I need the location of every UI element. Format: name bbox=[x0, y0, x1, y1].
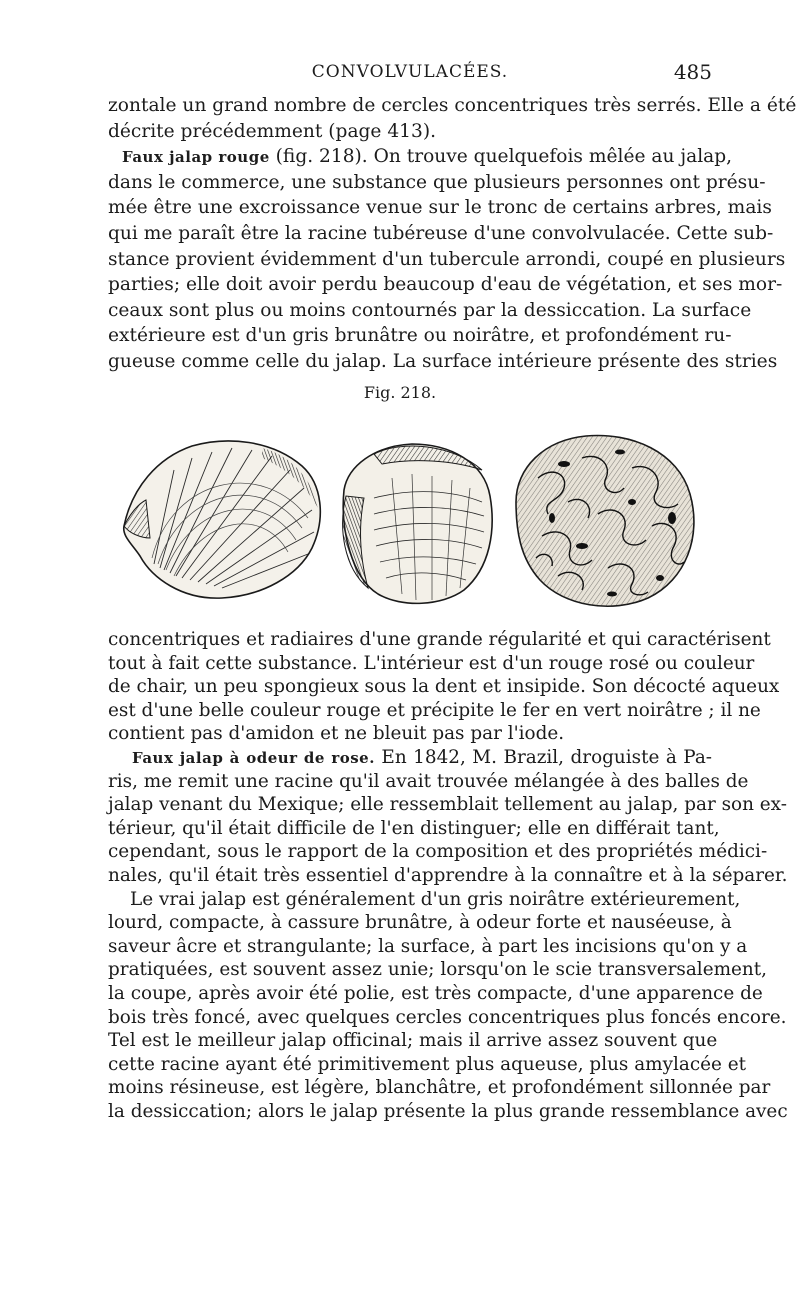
text-line: la dessiccation; alors le jalap présente la plus grande ressemblance avec bbox=[108, 1100, 788, 1122]
page-number: 485 bbox=[673, 60, 712, 84]
text-line: Tel est le meilleur jalap officinal; mais il arrive assez souvent que bbox=[108, 1030, 718, 1052]
heading-faux-jalap-rose: Faux jalap à odeur de rose. bbox=[132, 748, 375, 767]
text-line: stance provient évidemment d'un tubercule arrondi, coupé en plusieurs bbox=[108, 248, 786, 270]
specimen-right-drawing bbox=[516, 435, 694, 606]
text-line: extérieure est d'un gris brunâtre ou noirâtre, et profondément ru- bbox=[108, 325, 732, 347]
paragraph-top bbox=[108, 93, 797, 375]
text-line: cette racine ayant été primitivement plus aqueuse, plus amylacée et bbox=[108, 1053, 747, 1075]
text-line: cependant, sous le rapport de la composition et des propriétés médici- bbox=[108, 841, 768, 863]
text-line: contient pas d'amidon et ne bleuit pas par l'iode. bbox=[108, 723, 565, 745]
text-line: de chair, un peu spongieux sous la dent et insipide. Son décocté aqueux bbox=[108, 676, 780, 698]
running-head bbox=[108, 62, 712, 90]
text-line: tout à fait cette substance. L'intérieur est d'un rouge rosé ou couleur bbox=[108, 652, 755, 674]
text-line-with-heading bbox=[108, 144, 733, 170]
text-line: térieur, qu'il était difficile de l'en distinguer; elle en différait tant, bbox=[108, 817, 720, 839]
text-line: jalap venant du Mexique; elle ressemblait tellement au jalap, par son ex- bbox=[108, 794, 787, 816]
text-line: ceaux sont plus ou moins contournés par la dessiccation. La surface bbox=[108, 299, 752, 321]
text-line: dans le commerce, une substance que plusieurs personnes ont présu- bbox=[108, 171, 766, 193]
text-line: concentriques et radiaires d'une grande régularité et qui caractérisent bbox=[108, 629, 771, 650]
text-line-with-heading bbox=[108, 746, 712, 770]
text-line: décrite précédemment (page 413). bbox=[108, 120, 436, 142]
figure-218-engraving bbox=[112, 418, 702, 610]
text-line: nales, qu'il était très essentiel d'apprendre à la connaître et à la séparer. bbox=[108, 864, 788, 886]
text-line: moins résineuse, est légère, blanchâtre, et profondément sillonnée par bbox=[108, 1077, 771, 1099]
text-line: pratiquées, est souvent assez unie; lorsqu'on le scie transversalement, bbox=[108, 959, 767, 981]
running-title: CONVOLVULACÉES. bbox=[311, 62, 509, 82]
text-line: est d'une belle couleur rouge et précipite le fer en vert noirâtre ; il ne bbox=[108, 699, 761, 721]
text-line: gueuse comme celle du jalap. La surface intérieure présente des stries bbox=[108, 350, 778, 372]
specimen-left-drawing bbox=[124, 441, 321, 598]
specimen-middle-drawing bbox=[343, 444, 492, 603]
text-line: En 1842, M. Brazil, droguiste à Pa- bbox=[374, 746, 713, 768]
text-line: qui me paraît être la racine tubéreuse d'une convolvulacée. Cette sub- bbox=[108, 222, 774, 244]
text-line: lourd, compacte, à cassure brunâtre, à odeur forte et nauséeuse, à bbox=[108, 912, 732, 934]
text-line: Le vrai jalap est généralement d'un gris noirâtre extérieurement, bbox=[130, 888, 741, 910]
figure-caption: Fig. 218. bbox=[363, 383, 437, 402]
paragraph-bottom bbox=[108, 628, 788, 1123]
text-line: la coupe, après avoir été polie, est très compacte, d'une apparence de bbox=[108, 982, 763, 1004]
text-line: zontale un grand nombre de cercles concentriques très serrés. Elle a été bbox=[108, 95, 797, 116]
text-line: mée être une excroissance venue sur le tronc de certains arbres, mais bbox=[108, 197, 772, 219]
text-line: (fig. 218). On trouve quelquefois mêlée au jalap, bbox=[269, 146, 733, 168]
text-line: bois très foncé, avec quelques cercles concentriques plus foncés encore. bbox=[108, 1006, 787, 1028]
text-line: parties; elle doit avoir perdu beaucoup d'eau de végétation, et ses mor- bbox=[108, 274, 783, 296]
heading-faux-jalap-rouge: Faux jalap rouge bbox=[122, 148, 270, 167]
text-line: saveur âcre et strangulante; la surface, à part les incisions qu'on y a bbox=[108, 935, 748, 957]
text-line: ris, me remit une racine qu'il avait trouvée mélangée à des balles de bbox=[108, 770, 749, 792]
